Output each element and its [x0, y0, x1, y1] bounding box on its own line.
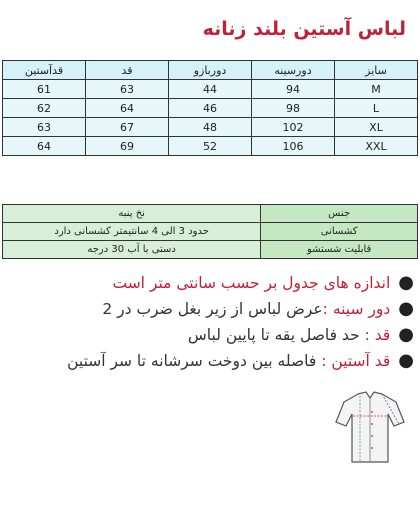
- header-sleeve-length: قدآستین: [3, 61, 86, 80]
- fabric-label: جنس: [261, 205, 418, 223]
- list-item: [4, 270, 414, 296]
- note-chest-text: عرض لباس از زیر بغل ضرب در 2: [102, 300, 323, 318]
- cell-sleeve: 61: [3, 80, 86, 99]
- bullet-icon: ●: [398, 298, 414, 319]
- cell-length: 64: [86, 99, 169, 118]
- table-row: [3, 205, 418, 223]
- list-item: [4, 348, 414, 374]
- cell-chest: 98: [252, 99, 335, 118]
- cell-arm: 52: [169, 137, 252, 156]
- shirt-diagram-icon: [330, 388, 410, 468]
- cell-size: M: [335, 80, 418, 99]
- table-row: [3, 80, 418, 99]
- list-item: [4, 322, 414, 348]
- size-table-header-row: [3, 61, 418, 80]
- cell-size: XL: [335, 118, 418, 137]
- cell-length: 63: [86, 80, 169, 99]
- bullet-icon: ●: [398, 324, 414, 345]
- fabric-label: کشسانی: [261, 223, 418, 241]
- cell-chest: 102: [252, 118, 335, 137]
- note-sleeve-text: فاصله بین دوخت سرشانه تا سر آستین: [67, 352, 322, 370]
- header-size: سایز: [335, 61, 418, 80]
- cell-size: XXL: [335, 137, 418, 156]
- cell-size: L: [335, 99, 418, 118]
- fabric-label: قابلیت شستشو: [261, 241, 418, 259]
- table-row: [3, 118, 418, 137]
- page-title: لباس آستین بلند زنانه: [202, 18, 406, 40]
- cell-sleeve: 63: [3, 118, 86, 137]
- header-length: قد: [86, 61, 169, 80]
- note-length-text: حد فاصل یقه تا پایین لباس: [187, 326, 365, 344]
- cell-arm: 44: [169, 80, 252, 99]
- list-item: [4, 296, 414, 322]
- header-arm-circumference: دوربازو: [169, 61, 252, 80]
- bullet-icon: ●: [398, 272, 414, 293]
- header-chest: دورسینه: [252, 61, 335, 80]
- note-sleeve-label: قد آستین :: [321, 352, 391, 370]
- fabric-value: حدود 3 الی 4 سانتیمتر کشسانی دارد: [3, 223, 261, 241]
- cell-arm: 46: [169, 99, 252, 118]
- cell-chest: 94: [252, 80, 335, 99]
- size-table: [2, 60, 418, 156]
- fabric-value: نخ پنبه: [3, 205, 261, 223]
- note-chest-label: دور سینه :: [322, 300, 391, 318]
- note-length-label: قد :: [364, 326, 391, 344]
- cell-sleeve: 62: [3, 99, 86, 118]
- bullet-icon: ●: [398, 350, 414, 371]
- table-row: [3, 223, 418, 241]
- table-row: [3, 99, 418, 118]
- fabric-table: [2, 204, 418, 259]
- cell-chest: 106: [252, 137, 335, 156]
- cell-length: 67: [86, 118, 169, 137]
- notes-list: [4, 270, 414, 374]
- cell-length: 69: [86, 137, 169, 156]
- cell-sleeve: 64: [3, 137, 86, 156]
- table-row: [3, 241, 418, 259]
- note-units: اندازه های جدول بر حسب سانتی متر است: [112, 274, 391, 292]
- fabric-value: دستی با آب 30 درجه: [3, 241, 261, 259]
- table-row: [3, 137, 418, 156]
- cell-arm: 48: [169, 118, 252, 137]
